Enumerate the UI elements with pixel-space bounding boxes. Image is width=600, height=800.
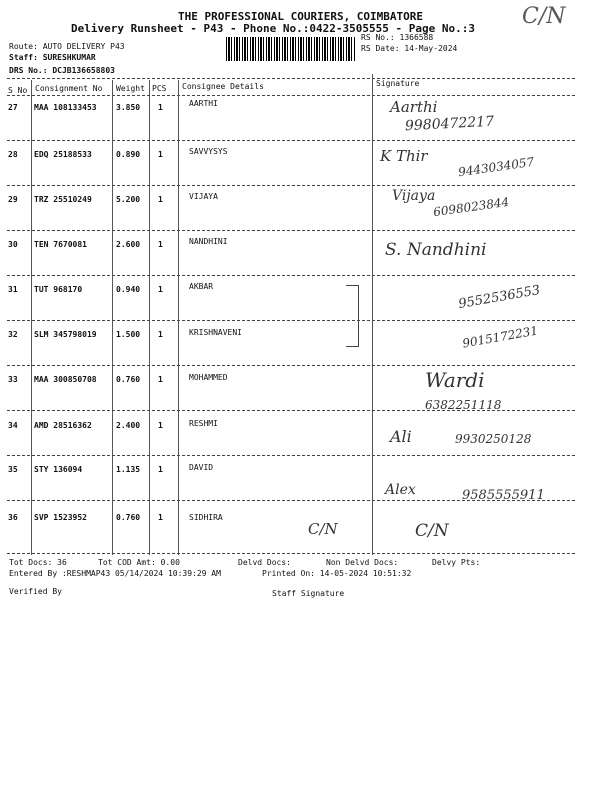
row-pcs: 1: [158, 103, 163, 112]
signature-34: Ali: [390, 427, 412, 446]
row-weight: 0.940: [116, 285, 141, 294]
row-rule: [7, 230, 575, 231]
row-sno: 29: [8, 195, 18, 204]
row-consignee: MOHAMMED: [189, 373, 228, 382]
handwritten-bracket: [346, 285, 359, 347]
signature-35: Alex: [385, 482, 416, 498]
row-pcs: 1: [158, 240, 163, 249]
signature-33: Wardi: [425, 368, 485, 392]
row-consignee: VIJAYA: [189, 192, 218, 201]
rs-number: RS No.: 1366588: [361, 33, 434, 42]
signature-30: S. Nandhini: [385, 240, 487, 260]
runsheet-title: Delivery Runsheet - P43 - Phone No.:0422-3505555 - Page No.:3: [71, 22, 475, 35]
row-rule: [7, 320, 575, 321]
signature-phone-27: 9980472217: [404, 113, 495, 135]
row-rule: [7, 365, 575, 366]
row-consignment: STY 136094: [34, 465, 83, 474]
signature-29: Vijaya: [392, 188, 436, 204]
row-pcs: 1: [158, 330, 163, 339]
row-sno: 30: [8, 240, 18, 249]
signature-phone-32: 9015172231: [461, 323, 539, 351]
total-docs: Tot Docs: 36: [9, 558, 67, 567]
row-consignment: MAA 108133453: [34, 103, 97, 112]
table-bottom-rule: [7, 553, 575, 554]
row-consignee: NANDHINI: [189, 237, 228, 246]
table-row: [0, 513, 600, 523]
header-top-rule: [7, 78, 575, 79]
barcode: [226, 37, 356, 61]
row-consignment: TUT 968170: [34, 285, 83, 294]
table-row: [0, 237, 600, 250]
handwritten-cn-note: C/N: [308, 520, 338, 538]
row-weight: 1.135: [116, 465, 141, 474]
row-pcs: 1: [158, 195, 163, 204]
delivered-docs: Delvd Docs:: [238, 558, 291, 567]
row-sno: 35: [8, 465, 18, 474]
entered-by: Entered By :RESHMAP43 05/14/2024 10:39:29 AM: [9, 569, 221, 578]
verified-by: Verified By: [9, 587, 62, 596]
col-consignment: Consignment No: [35, 84, 103, 93]
table-row: [0, 421, 600, 431]
row-weight: 2.600: [116, 240, 141, 249]
signature-28: K Thir: [380, 147, 428, 165]
col-consignee: Consignee Details: [182, 82, 264, 91]
signature-phone-35: 9585555911: [462, 488, 545, 503]
row-sno: 32: [8, 330, 18, 339]
signature-phone-28: 9443034057: [457, 154, 535, 180]
col-weight: Weight: [116, 84, 145, 93]
table-row: [0, 375, 600, 385]
row-sno: 33: [8, 375, 18, 384]
row-rule: [7, 275, 575, 276]
row-consignee: SIDHIRA: [189, 513, 223, 522]
row-weight: 1.500: [116, 330, 141, 339]
row-weight: 0.760: [116, 375, 141, 384]
row-sno: 28: [8, 150, 18, 159]
row-pcs: 1: [158, 285, 163, 294]
row-pcs: 1: [158, 375, 163, 384]
total-cod: Tot COD Amt: 0.00: [98, 558, 180, 567]
row-weight: 0.890: [116, 150, 141, 159]
col-signature: Signature: [376, 79, 420, 88]
signature-phone-31: 9552536553: [457, 282, 542, 313]
row-sno: 31: [8, 285, 18, 294]
signature-36: C/N: [415, 521, 449, 541]
row-consignee: SAVVYSYS: [189, 147, 228, 156]
signature-27: Aarthi: [390, 98, 438, 116]
row-consignment: TRZ 25510249: [34, 195, 92, 204]
non-delivered-docs: Non Delvd Docs:: [326, 558, 399, 567]
table-row: [0, 192, 600, 205]
signature-phone-33: 6382251118: [425, 398, 502, 412]
table-row: [0, 465, 600, 475]
delivery-points: Delvy Pts:: [432, 558, 481, 567]
row-consignee: DAVID: [189, 463, 214, 472]
row-weight: 0.760: [116, 513, 141, 522]
row-weight: 3.850: [116, 103, 141, 112]
row-consignment: MAA 300850708: [34, 375, 97, 384]
row-pcs: 1: [158, 465, 163, 474]
row-pcs: 1: [158, 421, 163, 430]
row-sno: 34: [8, 421, 18, 430]
row-weight: 2.400: [116, 421, 141, 430]
company-title: THE PROFESSIONAL COURIERS, COIMBATORE: [178, 10, 424, 23]
signature-phone-34: 9930250128: [455, 432, 532, 446]
row-consignee: RESHMI: [189, 419, 218, 428]
printed-on: Printed On: 14-05-2024 10:51:32: [262, 569, 412, 578]
col-separator: [372, 74, 373, 555]
row-consignee: AARTHI: [189, 99, 218, 108]
row-consignment: SVP 1523952: [34, 513, 87, 522]
row-consignment: SLM 345798019: [34, 330, 97, 339]
row-consignment: TEN 7670081: [34, 240, 87, 249]
row-sno: 27: [8, 103, 18, 112]
row-rule: [7, 185, 575, 186]
row-consignment: EDQ 25188533: [34, 150, 92, 159]
staff-label: Staff: SURESHKUMAR: [9, 53, 96, 62]
handwritten-corner-note: C/N: [522, 4, 566, 29]
row-consignee: AKBAR: [189, 282, 214, 291]
row-rule: [7, 455, 575, 456]
row-rule: [7, 140, 575, 141]
row-sno: 36: [8, 513, 18, 522]
col-pcs: PCS: [152, 84, 167, 93]
staff-signature: Staff Signature: [272, 589, 345, 598]
row-weight: 5.200: [116, 195, 141, 204]
rs-date: RS Date: 14-May-2024: [361, 44, 458, 53]
drs-number: DRS No.: DCJB136658803: [9, 66, 115, 75]
route-label: Route: AUTO DELIVERY P43: [9, 42, 125, 51]
table-row: [0, 99, 600, 113]
row-consignment: AMD 28516362: [34, 421, 92, 430]
header-bottom-rule: [7, 95, 575, 96]
row-pcs: 1: [158, 150, 163, 159]
row-pcs: 1: [158, 513, 163, 522]
signature-phone-29: 6098023844: [432, 194, 510, 220]
col-sno: S No: [8, 86, 28, 95]
row-consignee: KRISHNAVENI: [189, 328, 242, 337]
